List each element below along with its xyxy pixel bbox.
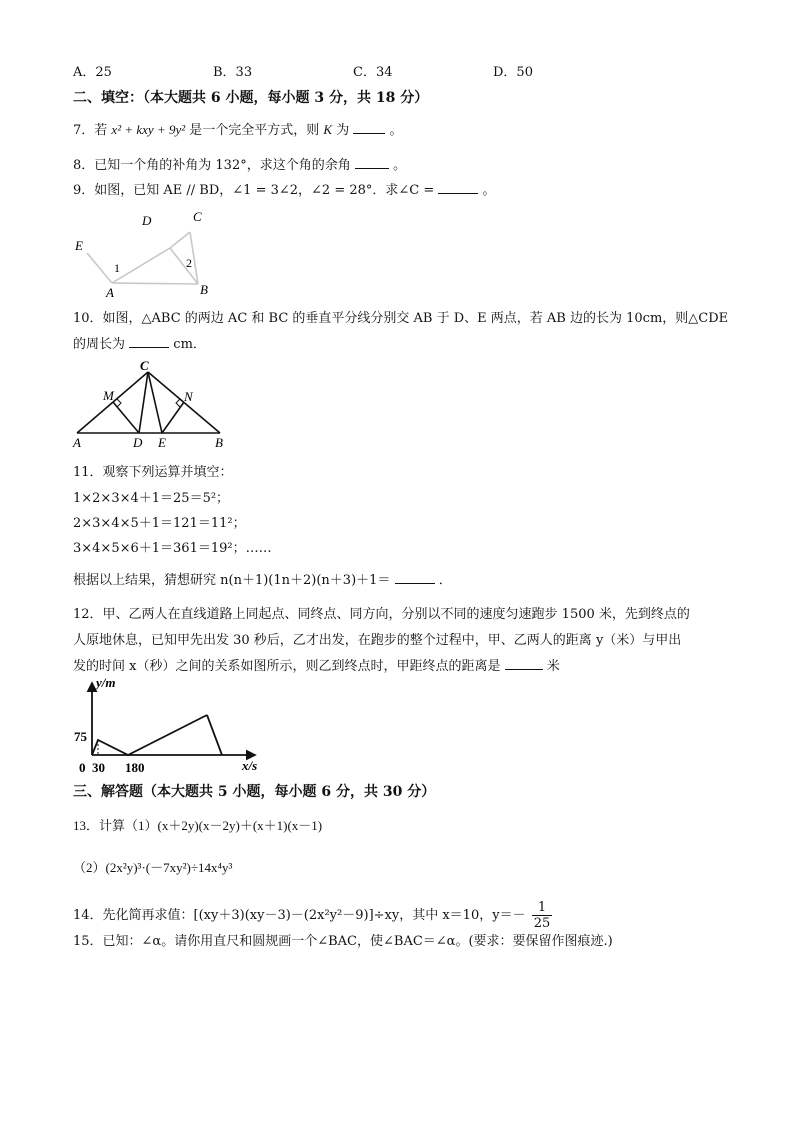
choice-d: D．50 [493, 65, 533, 80]
label-c: C [193, 209, 202, 224]
question-11-intro: 11．观察下列运算并填空： [73, 465, 233, 480]
question-14 [73, 900, 552, 931]
label-a: A [73, 435, 81, 450]
q8-text: 8．已知一个角的补角为 132°，求这个角的余角 [73, 158, 351, 173]
q9-end: 。 [482, 183, 496, 198]
q11-line-2: 2×3×4×5＋1＝121＝11²； [73, 516, 246, 531]
q7-num: 7．若 [73, 123, 108, 138]
q10-line2-post: cm． [173, 337, 206, 352]
q7-end: 。 [389, 123, 403, 138]
q8-end: 。 [393, 158, 407, 173]
figure-q9 [70, 205, 220, 300]
label-b: B [215, 435, 223, 450]
q14-numerator: 1 [532, 900, 553, 916]
figure-q10 [70, 358, 235, 453]
q11-answer-blank [395, 571, 435, 584]
question-9 [73, 181, 496, 200]
question-10-line1: 10．如图，△ABC 的两边 AC 和 BC 的垂直平分线分别交 AB 于 D、E 两点，若 AB 边的长为 10cm，则△CDE [73, 311, 729, 326]
section3-title: 三、解答题（本大题共 5 小题，每小题 6 分，共 30 分） [73, 784, 436, 800]
label-b: B [200, 282, 208, 297]
segment-ab [112, 283, 198, 284]
question-12-line2: 人原地休息，已知甲先出发 30 秒后，乙才出发，在跑步的整个过程中，甲、乙两人的距离 y（米）与甲出 [73, 633, 682, 648]
q14-text: 14．先化简再求值：[(xy＋3)(xy－3)－(2x²y²－9)]÷xy，其中 x＝10，y＝－ [73, 908, 526, 923]
right-angle-m [117, 399, 121, 407]
q8-answer-blank [355, 156, 389, 169]
segment-dc [170, 232, 190, 248]
q12-line3-pre: 发的时间 x（秒）之间的关系如图所示，则乙到终点时，甲距终点的距离是 [73, 659, 501, 674]
q7-answer-blank [353, 121, 385, 134]
q7-k: K [323, 122, 333, 137]
graph-polyline [92, 715, 207, 755]
x-tick-30: 30 [92, 760, 105, 775]
right-angle-n [176, 399, 180, 407]
label-n: N [184, 389, 193, 404]
label-angle-2: 2 [186, 256, 192, 270]
choice-b: B．33 [213, 65, 253, 80]
q9-text: 9．如图，已知 AE // BD，∠1 = 3∠2，∠2 = 28°．求∠C = [73, 183, 435, 198]
q9-answer-blank [438, 181, 478, 194]
segment-cd [139, 372, 148, 433]
q11-guess-text: 根据以上结果，猜想研究 n(n＋1)(1n＋2)(n＋3)＋1＝ [73, 573, 391, 588]
q7-tail: 为 [336, 123, 350, 138]
graph-descent [207, 715, 222, 755]
q14-denominator: 25 [533, 916, 551, 931]
label-d: D [133, 435, 143, 450]
question-13-part2: （2）(2x²y)³·(－7xy²)÷14x⁴y³ [73, 860, 233, 875]
figure-q12-graph [70, 675, 270, 780]
q11-line-3: 3×4×5×6＋1＝361＝19²；…… [73, 541, 272, 556]
section2-title: 二、填空：（本大题共 6 小题，每小题 3 分，共 18 分） [73, 90, 429, 106]
origin-label: 0 [79, 760, 86, 775]
segment-ne [162, 402, 184, 433]
segment-ea [87, 253, 112, 283]
question-13-part1: 13．计算（1）(x＋2y)(x－2y)＋(x＋1)(x－1) [73, 818, 323, 833]
q7-rest: 是一个完全平方式，则 [189, 123, 320, 138]
q11-end: ． [438, 573, 452, 588]
label-e: E [158, 435, 166, 450]
label-angle-1: 1 [114, 261, 120, 275]
question-10-line2 [73, 335, 206, 354]
question-7 [73, 121, 403, 140]
question-15: 15．已知：∠α。请你用直尺和圆规画一个∠BAC，使∠BAC＝∠α。(要求：要保留作图痕迹.) [73, 934, 613, 949]
label-e: E [75, 238, 83, 253]
label-c: C [140, 358, 149, 373]
segment-ac [112, 248, 170, 283]
y-axis-label: y/m [96, 675, 116, 690]
x-axis-label: x/s [242, 758, 258, 773]
q10-answer-blank [129, 335, 169, 348]
q10-line2-pre: 的周长为 [73, 337, 126, 352]
question-12-line3 [73, 657, 560, 676]
label-d: D [142, 213, 152, 228]
q7-expression: x² + kxy + 9y² [111, 122, 186, 137]
q14-fraction [532, 900, 553, 931]
q11-guess [73, 571, 452, 590]
q11-line-1: 1×2×3×4＋1＝25＝5²； [73, 491, 230, 506]
q12-answer-blank [505, 657, 543, 670]
choice-c: C．34 [353, 65, 393, 80]
label-a: A [106, 285, 114, 300]
label-m: M [103, 388, 114, 403]
choice-a: A．25 [73, 65, 112, 80]
y-tick-75: 75 [74, 729, 87, 744]
x-tick-180: 180 [125, 760, 145, 775]
question-12-line1: 12．甲、乙两人在直线道路上同起点、同终点、同方向，分别以不同的速度匀速跑步 1500 米，先到终点的 [73, 607, 690, 622]
q12-line3-post: 米 [546, 659, 560, 674]
question-8 [73, 156, 406, 175]
